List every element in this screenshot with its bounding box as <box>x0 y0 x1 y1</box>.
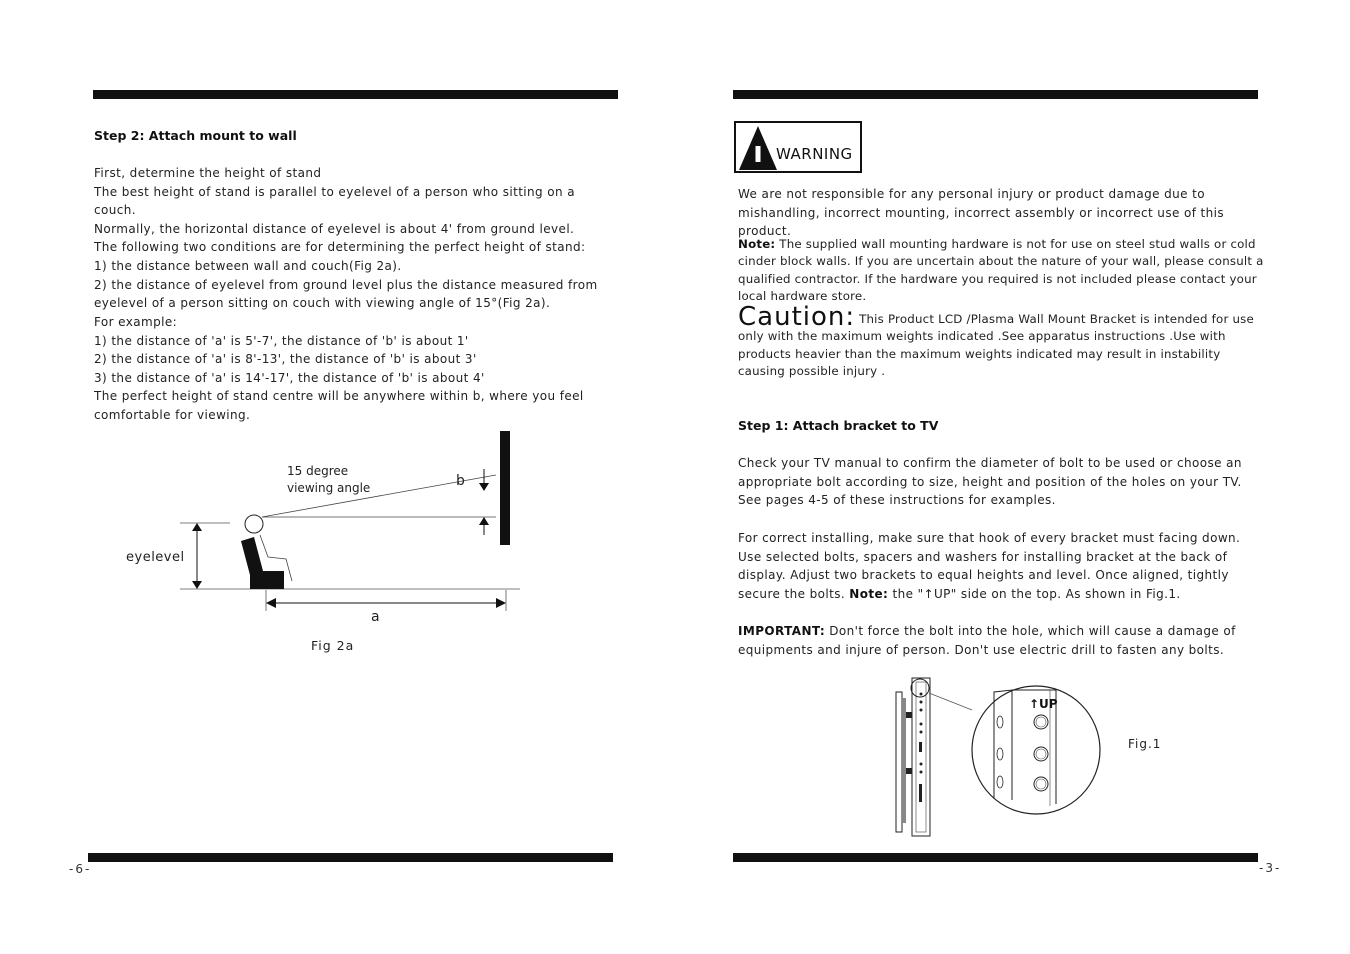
up-label: ↑UP <box>1029 697 1058 711</box>
fig-2a-caption: Fig 2a <box>311 638 355 653</box>
example-line: 2) the distance of 'a' is 8'-13', the distance of 'b' is about 3' <box>94 352 477 367</box>
angle-label-line1: 15 degree <box>287 464 349 478</box>
example-line: 1) the distance of 'a' is 5'-7', the distance of 'b' is about 1' <box>94 333 469 348</box>
check-manual-text: Check your TV manual to confirm the diameter of bolt to be used or choose an appropriate bolt according to size, height and position of the holes on your TV. See pages 4-5 of these instructions for examples. <box>738 456 1242 508</box>
step2-heading: Step 2: Attach mount to wall <box>94 128 297 143</box>
important-block <box>738 622 1264 659</box>
instruction-line: 1) the distance between wall and couch(Fig 2a). <box>94 258 402 273</box>
viewing-angle-diagram <box>100 425 530 630</box>
wall <box>500 431 510 545</box>
arrow-down-icon <box>479 483 489 491</box>
a-label: a <box>371 609 380 625</box>
example-line: The perfect height of stand centre will be anywhere within b, where you feel <box>94 389 584 404</box>
instruction-line: The best height of stand is parallel to eyelevel of a person who sitting on a couch. <box>94 184 575 218</box>
bottom-rule-right <box>733 853 1258 862</box>
install-block <box>738 529 1264 603</box>
top-rule-left <box>93 90 618 99</box>
page-number-right: -3- <box>1259 861 1282 875</box>
height-instructions <box>94 164 614 313</box>
step1-heading: Step 1: Attach bracket to TV <box>738 418 939 433</box>
couch-icon <box>241 537 284 589</box>
warning-label: WARNING <box>776 145 853 163</box>
warning-icon <box>739 126 777 170</box>
instruction-line: 2) the distance of eyelevel from ground level plus the distance measured from <box>94 277 598 292</box>
instruction-line: First, determine the height of stand <box>94 166 322 180</box>
disclaimer-text: We are not responsible for any personal injury or product damage due to mishandling, incorrect mounting, incorrect assembly or incorrect use of this product. <box>738 187 1225 239</box>
important-text: Don't force the bolt into the hole, which will cause a damage of equipments and injure of person. Don't use electric drill to fasten any bolts. <box>738 624 1236 657</box>
install-note-text: the "↑UP" side on the top. As shown in Fig.1. <box>888 586 1181 601</box>
caution-text: This Product LCD /Plasma Wall Mount Bracket is intended for use only with the maximum weights indicated .See apparatus instructions .Use with products heavier than the maximum weights indicated may result in instability causing possible injury . <box>738 312 1254 378</box>
disclaimer <box>738 185 1264 241</box>
person-head-icon <box>245 515 263 533</box>
instruction-line: Normally, the horizontal distance of eyelevel is about 4' from ground level. <box>94 221 575 236</box>
example-list <box>94 313 614 425</box>
important-label: IMPORTANT: <box>738 624 826 638</box>
page-number-left: -6- <box>69 862 92 876</box>
note-text: The supplied wall mounting hardware is not for use on steel stud walls or cold cinder block walls. If you are uncertain about the nature of your wall, please consult a qualified contractor. If the hardware you required is not included please contact your local hardware store. <box>738 237 1264 303</box>
caution-label: Caution: <box>738 302 856 332</box>
eyelevel-label: eyelevel <box>126 550 185 565</box>
fig-1-caption: Fig.1 <box>1128 737 1162 751</box>
arrow-up-icon <box>479 517 489 525</box>
example-line: 3) the distance of 'a' is 14'-17', the distance of 'b' is about 4' <box>94 370 485 385</box>
note-block <box>738 236 1264 305</box>
warning-box <box>734 121 862 173</box>
example-line: comfortable for viewing. <box>94 407 251 422</box>
instruction-line: eyelevel of a person sitting on couch with viewing angle of 15°(Fig 2a). <box>94 296 551 311</box>
bracket-diagram <box>890 668 1105 840</box>
bottom-rule-left <box>88 853 613 862</box>
install-note-label: Note: <box>849 586 889 601</box>
angle-label-line2: viewing angle <box>287 481 371 495</box>
install-text: For correct installing, make sure that hook of every bracket must facing down. Use selected bolts, spacers and washers for installing bracket at the back of display. Adjust two brackets to equal heights and level. Once aligned, tightly secure the bolts. <box>738 531 1241 601</box>
note-label: Note: <box>738 237 776 251</box>
top-rule-right <box>733 90 1258 99</box>
instruction-line: The following two conditions are for determining the perfect height of stand: <box>94 240 586 255</box>
b-label: b <box>456 473 465 489</box>
example-line: For example: <box>94 315 178 329</box>
caution-block <box>738 302 1266 380</box>
